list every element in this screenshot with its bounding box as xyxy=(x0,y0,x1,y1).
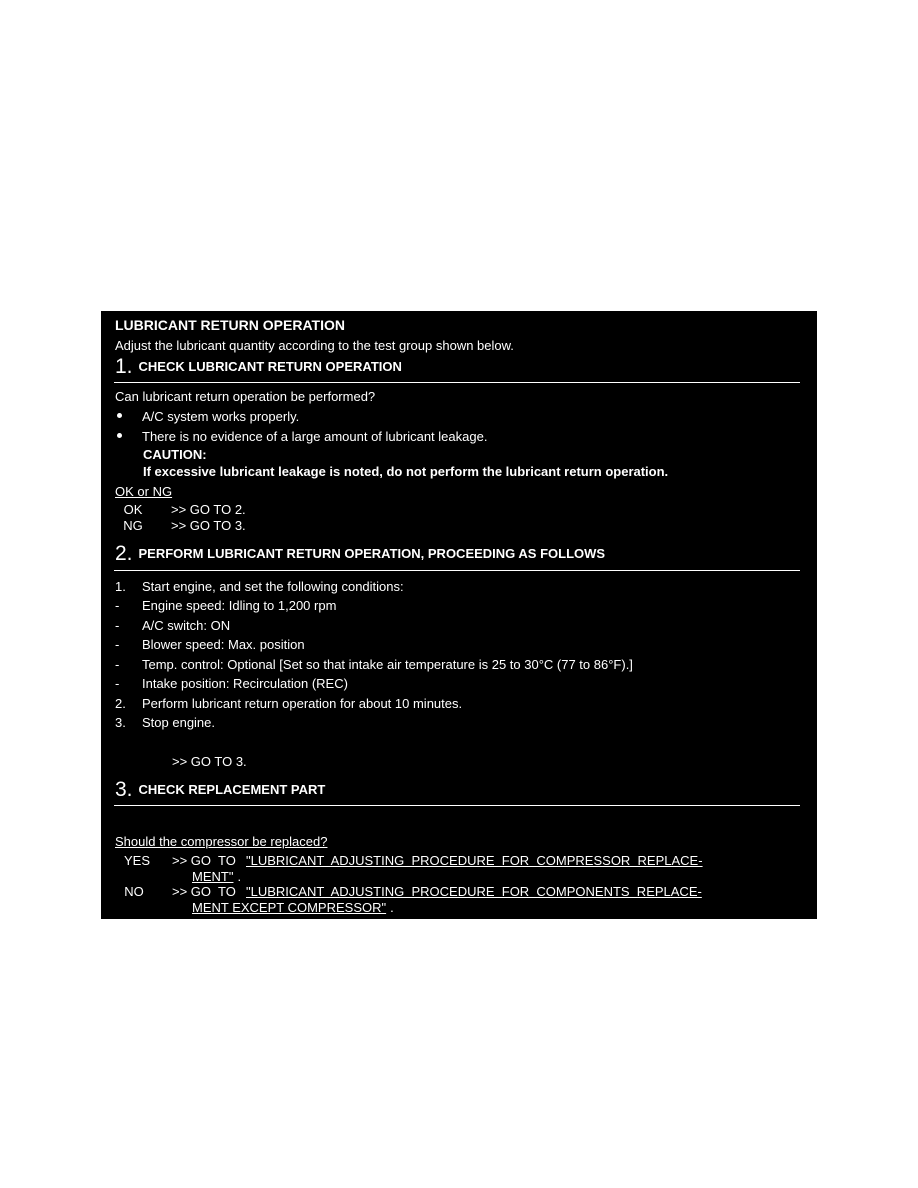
divider xyxy=(114,805,800,806)
caution-text: If excessive lubricant leakage is noted, do not perform the lubricant return operation. xyxy=(143,464,669,479)
result-code-yes: YES xyxy=(123,853,150,868)
step-1-number: 1. xyxy=(115,355,133,378)
bullet-icon xyxy=(117,413,122,418)
step-2-number: 2. xyxy=(115,542,133,565)
step-3-question: Should the compressor be replaced? xyxy=(115,834,328,849)
result-row-yes: YES >> GO TO xyxy=(115,853,236,869)
condition-item: - Intake position: Recirculation (REC) xyxy=(115,676,348,691)
step-1-heading xyxy=(115,356,402,378)
page-title: LUBRICANT RETURN OPERATION xyxy=(115,317,345,333)
condition-item: - Temp. control: Optional [Set so that intake air temperature is 25 to 30°C (77 to 86°F).] xyxy=(115,657,633,672)
compressor-replacement-link[interactable]: "LUBRICANT ADJUSTING PROCEDURE FOR COMPRESSOR REPLACE- xyxy=(246,853,703,868)
result-code-no: NO xyxy=(124,884,144,899)
step-1-title: CHECK LUBRICANT RETURN OPERATION xyxy=(138,359,402,374)
link-continuation: MENT" . xyxy=(192,869,242,884)
procedure-panel xyxy=(101,311,817,919)
result-row-ng: NG >> GO TO 3. xyxy=(123,518,246,533)
step-2-heading xyxy=(115,543,605,565)
procedure-item: 2. Perform lubricant return operation for about 10 minutes. xyxy=(115,696,463,711)
bullet-item: There is no evidence of a large amount of lubricant leakage. xyxy=(115,429,487,445)
divider xyxy=(114,570,800,571)
divider xyxy=(114,382,800,383)
bullet-item: A/C system works properly. xyxy=(115,409,299,425)
step-3-number: 3. xyxy=(115,778,133,801)
procedure-item: 3. Stop engine. xyxy=(115,715,216,730)
step-1-question: Can lubricant return operation be performed? xyxy=(115,389,376,404)
intro-text: Adjust the lubricant quantity according to the test group shown below. xyxy=(115,338,514,353)
result-label: OK or NG xyxy=(115,484,173,499)
caution-label: CAUTION: xyxy=(143,447,207,462)
result-row-ok: OK >> GO TO 2. xyxy=(123,502,246,517)
components-replacement-link[interactable]: "LUBRICANT ADJUSTING PROCEDURE FOR COMPONENTS REPLACE- xyxy=(246,884,702,899)
link-continuation: MENT EXCEPT COMPRESSOR" . xyxy=(192,900,394,915)
condition-item: - Blower speed: Max. position xyxy=(115,637,305,652)
components-replacement-link-cont[interactable]: MENT EXCEPT COMPRESSOR" xyxy=(192,900,387,915)
condition-item: - A/C switch: ON xyxy=(115,618,231,633)
condition-item: - Engine speed: Idling to 1,200 rpm xyxy=(115,598,337,613)
bullet-icon xyxy=(117,433,122,438)
result-row-no: NO >> GO TO xyxy=(115,884,236,900)
step-3-heading xyxy=(115,779,325,801)
procedure-item: 1. Start engine, and set the following conditions: xyxy=(115,579,404,594)
step-2-goto: >> GO TO 3. xyxy=(172,754,247,769)
compressor-replacement-link-cont[interactable]: MENT" xyxy=(192,869,234,884)
step-2-title: PERFORM LUBRICANT RETURN OPERATION, PROCEEDING AS FOLLOWS xyxy=(138,546,606,561)
step-3-title: CHECK REPLACEMENT PART xyxy=(138,782,326,797)
